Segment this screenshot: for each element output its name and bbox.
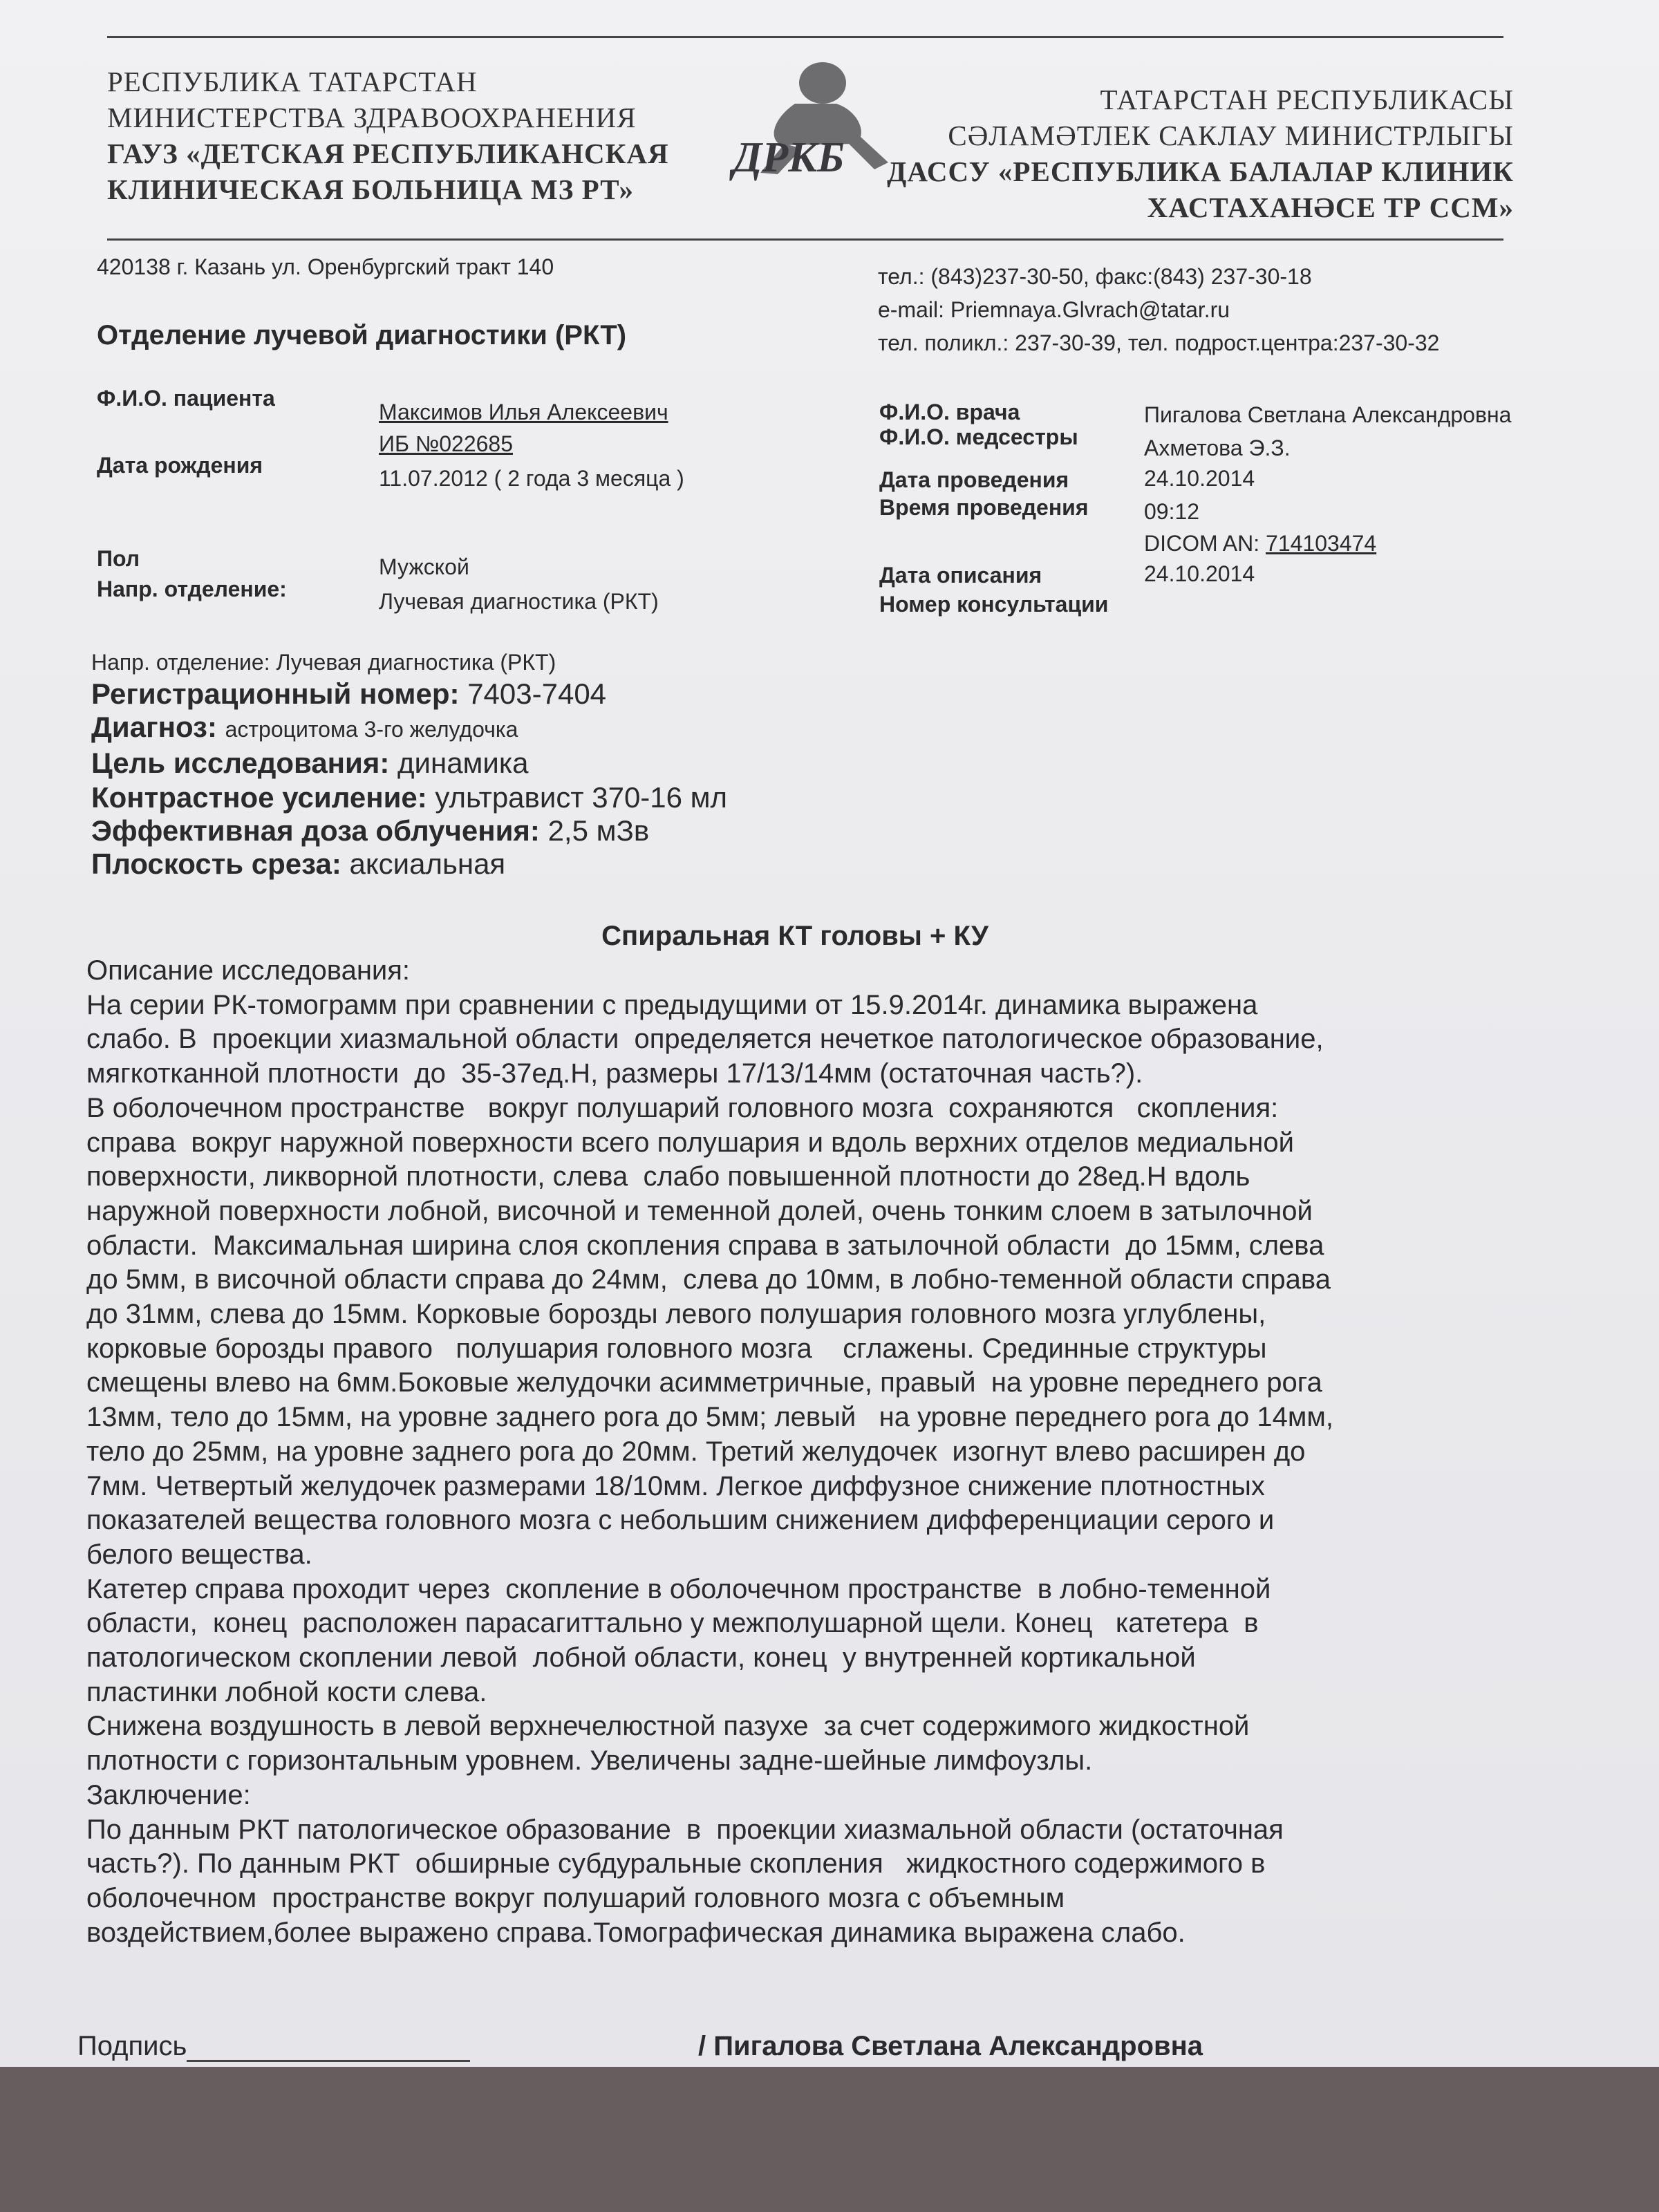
header-left-line: МИНИСТЕРСТВА ЗДРАВООХРАНЕНИЯ	[107, 102, 637, 133]
logo-text: ДРКБ	[733, 134, 845, 181]
signature-label: Подпись	[77, 2031, 187, 2061]
header-right-line: ДАССУ «РЕСПУБЛИКА БАЛАЛАР КЛИНИК	[887, 156, 1514, 187]
goal-line	[91, 747, 529, 780]
description-text: Описание исследования: На серии РК-томограмм при сравнении с предыдущими от 15.9.2014г. динамика выражена слабо. В проекции хиазмальной области определяется нечеткое патологическое образование, мягкотканной плотности до 35-37ед.Н, размеры 17/13/14мм (остаточная часть?). В оболочечном пространстве вокруг полушарий головного мозга сохраняются скопления: справа вокруг наружной поверхности всего полушария и вдоль верхних отделов медиальной поверхности, ликворной плотности, слева слабо повышенной плотности до 28ед.Н вдоль наружной поверхности лобной, височной и теменной долей, очень тонким слоем в затылочной области. Максимальная ширина слоя скопления справа в затылочной области до 15мм, слева до 5мм, в височной области справа до 24мм, слева до 10мм, в лобно-теменной области справа до 31мм, слева до 15мм. Корковые борозды левого полушария головного мозга углублены, корковые борозды правого полушария головного мозга сглажены. Срединные структуры смещены влево на 6мм.Боковые желудочки асимметричные, правый на уровне переднего рога 13мм, тело до 15мм, на уровне заднего рога до 5мм; левый на уровне переднего рога до 14мм, тело до 25мм, на уровне заднего рога до 20мм. Третий желудочек изогнут влево расширен до 7мм. Четвертый желудочек размерами 18/10мм. Легкое диффузное снижение плотностных показателей вещества головного мозга с небольшим снижением дифференциации серого и белого вещества. Катетер справа проходит через скопление в оболочечном пространстве в лобно-теменной области, конец расположен парасагиттально у межполушарной щели. Конец катетера в патологическом скоплении левой лобной области, конец у внутренней кортикальной пластинки лобной кости слева. Снижена воздушность в левой верхнечелюстной пазухе за счет содержимого жидкостной плотности с горизонтальным уровнем. Увеличены задне-шейные лимфоузлы. Заключение: По данным РКТ патологическое образование в проекции хиазмальной области (остаточная часть?). По данным РКТ обширные субдуральные скопления жидкостного содержимого в оболочечном пространстве вокруг полушарий головного мозга с объемным воздействием,более выражено справа.Томографическая динамика выражена слабо.	[86, 955, 1333, 1948]
exam-time-value: 09:12	[1144, 499, 1200, 524]
address: 420138 г. Казань ул. Оренбургский тракт 140	[97, 254, 554, 279]
consult-label: Номер консультации	[879, 592, 1109, 617]
diag-label: Диагноз:	[91, 711, 225, 743]
dose-value: 2,5 мЗв	[547, 814, 650, 847]
goal-value: динамика	[397, 747, 529, 779]
sex-value: Мужской	[379, 554, 469, 579]
department-title: Отделение лучевой диагностики (РКТ)	[97, 320, 627, 350]
reg-line	[91, 677, 606, 711]
header-left	[107, 64, 669, 207]
dept-label: Напр. отделение:	[97, 577, 287, 601]
header-right	[887, 82, 1514, 225]
header-left-line: РЕСПУБЛИКА ТАТАРСТАН	[107, 66, 478, 97]
desc-date-label: Дата описания	[879, 563, 1042, 588]
contrast-value: ультравист 370-16 мл	[435, 781, 728, 814]
diag-line	[91, 711, 518, 744]
desc-date-value: 24.10.2014	[1144, 561, 1255, 586]
summary-dept: Напр. отделение: Лучевая диагностика (РКТ)	[91, 650, 556, 675]
dicom-value: 714103474	[1266, 531, 1377, 556]
history-number: ИБ №022685	[379, 431, 513, 456]
patient-name-label: Ф.И.О. пациента	[97, 386, 275, 411]
phones-secondary: тел. поликл.: 237-30-39, тел. подрост.центра:237-30-32	[878, 330, 1440, 355]
contrast-label: Контрастное усиление:	[91, 781, 435, 814]
reg-value: 7403-7404	[467, 677, 607, 710]
dose-line	[91, 814, 649, 847]
exam-date-value: 24.10.2014	[1144, 466, 1255, 491]
top-rule	[107, 36, 1503, 38]
header-right-line: ХАСТАХАНӘСЕ ТР ССМ»	[1147, 191, 1514, 223]
plane-label: Плоскость среза:	[91, 847, 350, 880]
exam-time-label: Время проведения	[879, 495, 1089, 520]
goal-label: Цель исследования:	[91, 747, 398, 779]
study-title: Спиральная КТ головы + КУ	[601, 921, 988, 951]
phone-fax: тел.: (843)237-30-50, факс:(843) 237-30-18	[878, 264, 1312, 289]
signature-line	[77, 2031, 470, 2062]
doctor-value: Пигалова Светлана Александровна	[1144, 402, 1512, 427]
plane-value: аксиальная	[349, 847, 506, 880]
reg-label: Регистрационный номер:	[91, 677, 468, 710]
sex-label: Пол	[97, 546, 140, 571]
signature-name: / Пигалова Светлана Александровна	[698, 2031, 1203, 2061]
header-right-line: СӘЛАМӘТЛЕК САКЛАУ МИНИСТРЛЫГЫ	[948, 120, 1514, 151]
patient-name: Максимов Илья Алексеевич	[379, 400, 668, 424]
dob-label: Дата рождения	[97, 453, 263, 478]
dose-label: Эффективная доза облучения:	[91, 814, 548, 847]
header-left-line: КЛИНИЧЕСКАЯ БОЛЬНИЦА МЗ РТ»	[107, 174, 634, 205]
dept-value: Лучевая диагностика (РКТ)	[379, 589, 659, 614]
doctor-label: Ф.И.О. врача	[879, 400, 1020, 424]
header-rule	[107, 238, 1503, 241]
diag-value: астроцитома 3-го желудочка	[225, 717, 518, 742]
dob-value: 11.07.2012 ( 2 года 3 месяца )	[379, 466, 684, 491]
header-right-line: ТАТАРСТАН РЕСПУБЛИКАСЫ	[1100, 84, 1514, 115]
exam-date-label: Дата проведения	[879, 467, 1069, 492]
signature-blank	[187, 2035, 470, 2062]
background-surface	[0, 2067, 1659, 2212]
plane-line	[91, 847, 505, 881]
header-left-line: ГАУЗ «ДЕТСКАЯ РЕСПУБЛИКАНСКАЯ	[107, 138, 669, 169]
hospital-logo	[719, 55, 899, 194]
dicom-label: DICOM AN:	[1144, 531, 1266, 556]
nurse-value: Ахметова Э.З.	[1144, 435, 1291, 460]
contrast-line	[91, 781, 727, 814]
email: e-mail: Priemnaya.Glvrach@tatar.ru	[878, 297, 1230, 322]
nurse-label: Ф.И.О. медсестры	[879, 424, 1078, 449]
dicom-line	[1144, 531, 1376, 556]
